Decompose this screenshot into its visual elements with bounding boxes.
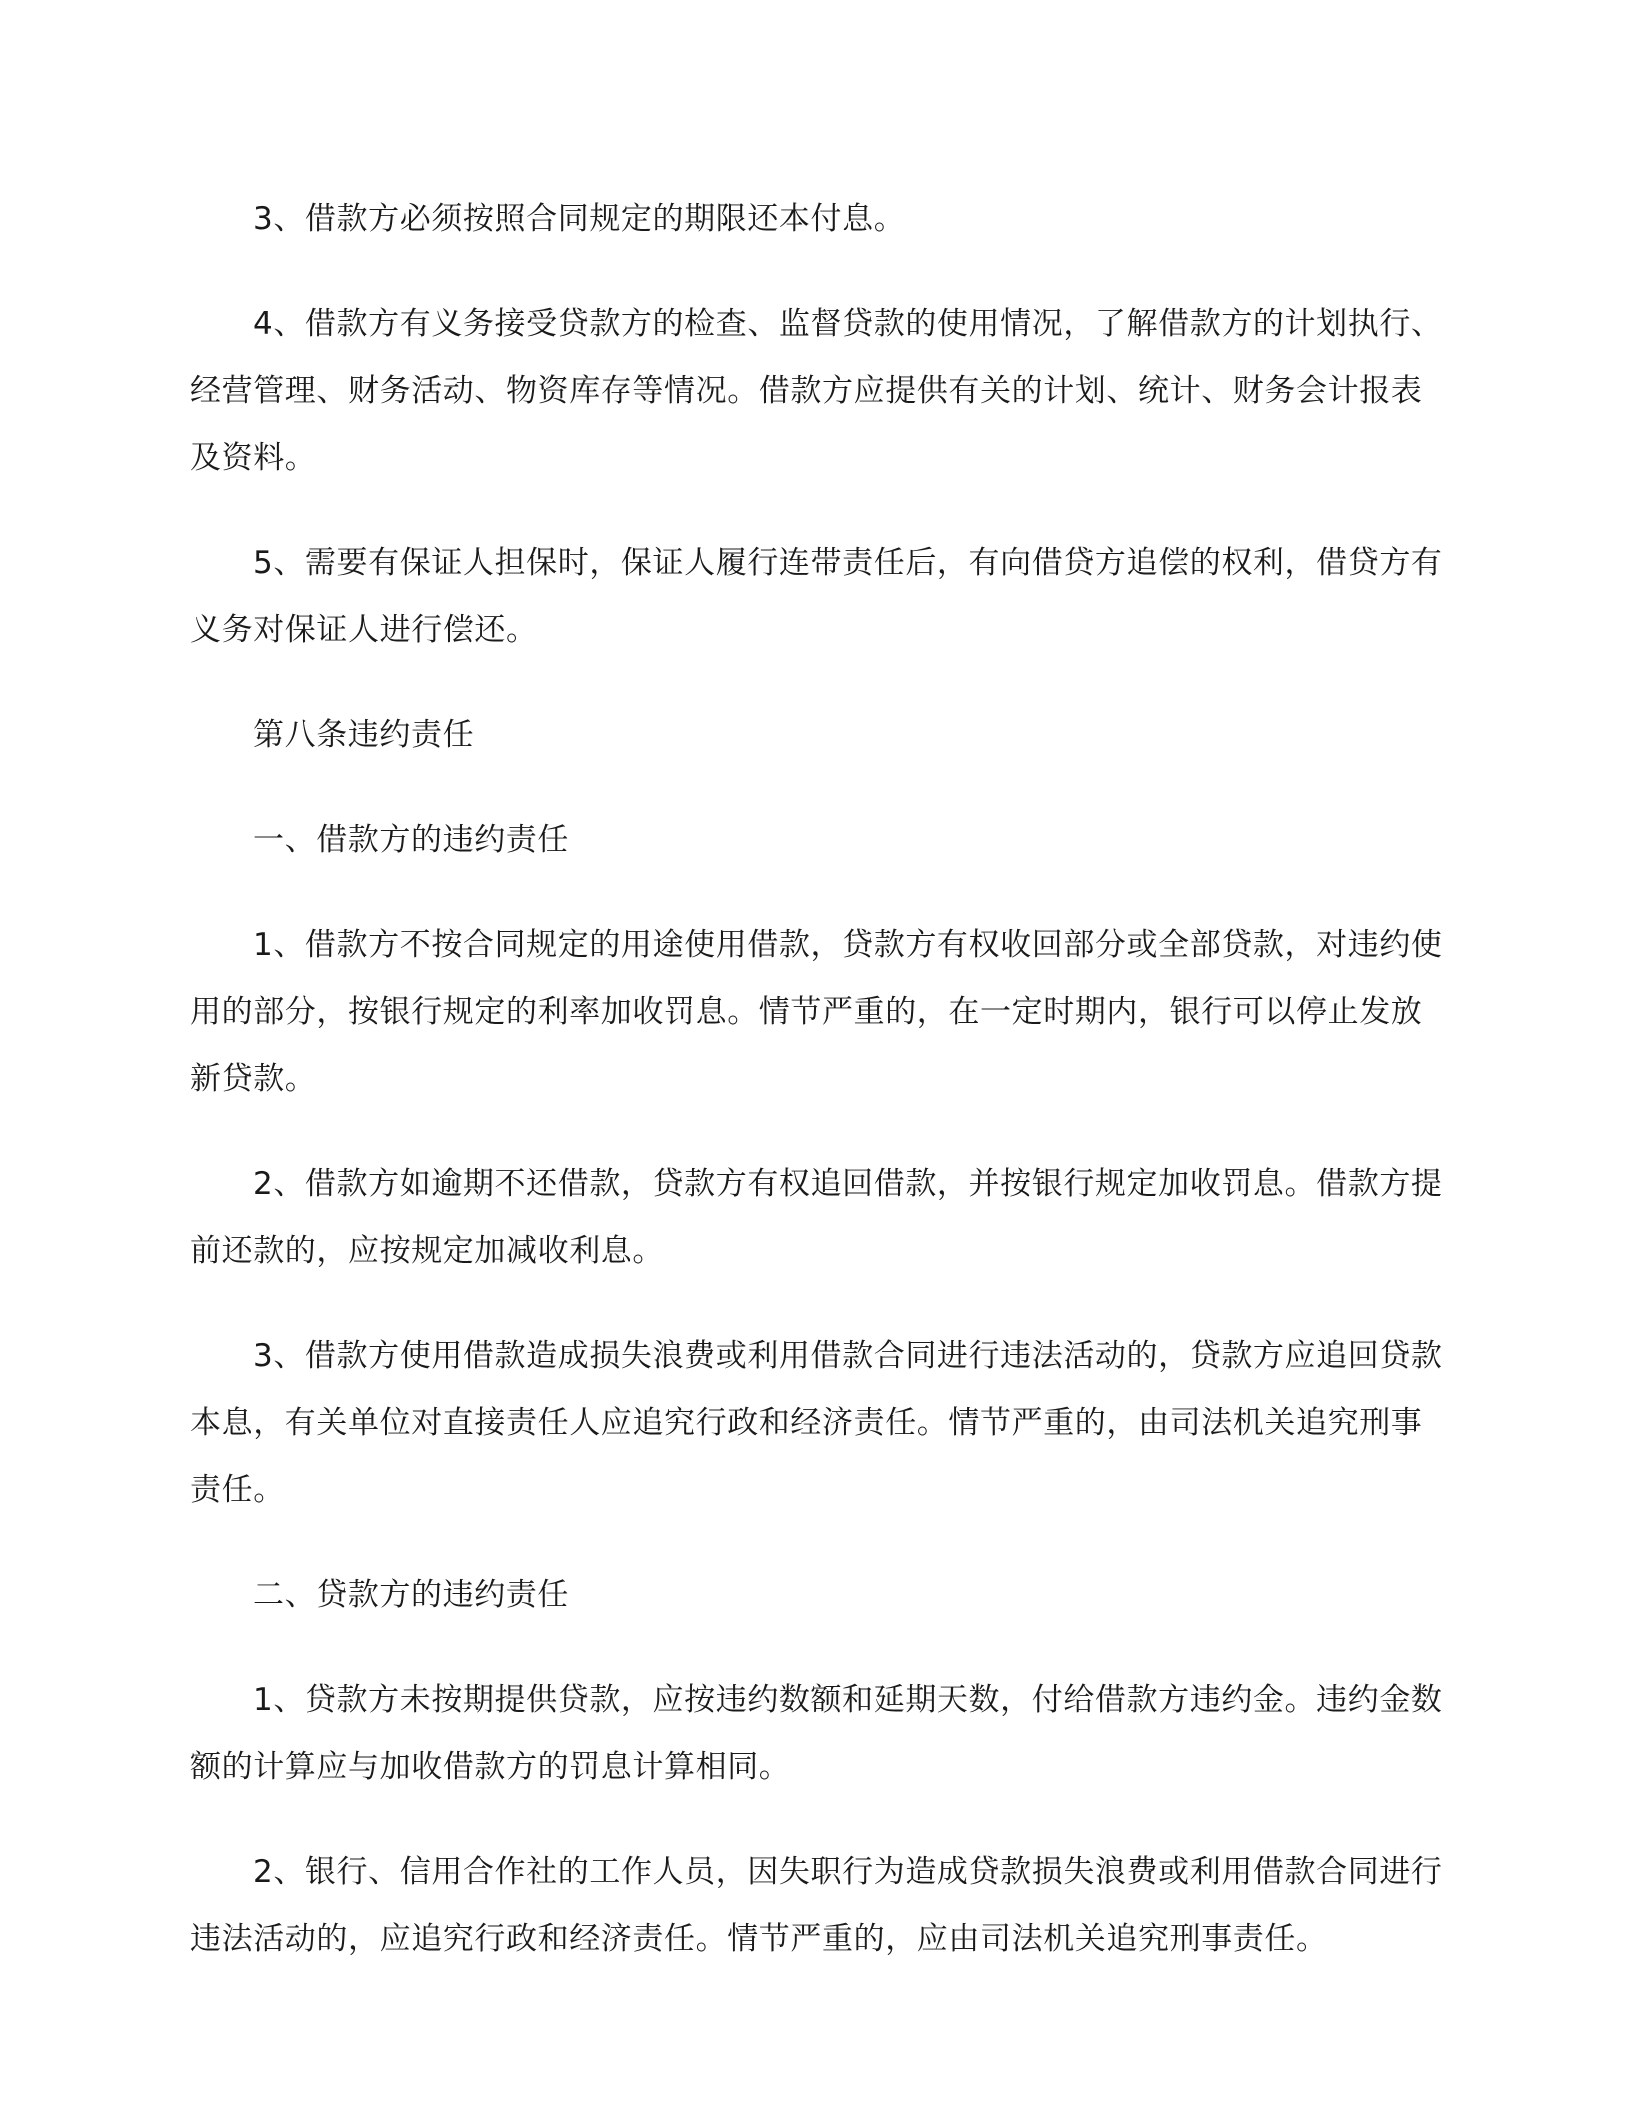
subheading-borrower-liability: 一、借款方的违约责任 [253,822,569,858]
paragraph-staff-dereliction: 2、银行、信用合作社的工作人员，因失职行为造成贷款损失浪费或利用借款合同进行违法活动的，应追究行政和经济责任。情节严重的，应由司法机关追究刑事责任。 [190,1854,1443,1957]
paragraph-borrower-repayment-duty: 3、借款方必须按照合同规定的期限还本付息。 [253,201,906,237]
paragraph-guarantor-recourse: 5、需要有保证人担保时，保证人履行连带责任后，有向借贷方追偿的权利，借贷方有义务对保证人进行偿还。 [190,545,1443,648]
section-heading-article-8: 第八条违约责任 [253,717,475,753]
document-body [190,186,1444,2011]
paragraph-loss-or-illegal-activity: 3、借款方使用借款造成损失浪费或利用借款合同进行违法活动的，贷款方应追回贷款本息，有关单位对直接责任人应追究行政和经济责任。情节严重的，由司法机关追究刑事责任。 [190,1338,1443,1508]
paragraph-borrower-inspection-duty: 4、借款方有义务接受贷款方的检查、监督贷款的使用情况，了解借款方的计划执行、经营管理、财务活动、物资库存等情况。借款方应提供有关的计划、统计、财务会计报表及资料。 [190,306,1443,476]
paragraph-overdue-repayment: 2、借款方如逾期不还借款，贷款方有权追回借款，并按银行规定加收罚息。借款方提前还款的，应按规定加减收利息。 [190,1166,1443,1269]
paragraph-late-loan-provision: 1、贷款方未按期提供贷款，应按违约数额和延期天数，付给借款方违约金。违约金数额的计算应与加收借款方的罚息计算相同。 [190,1682,1443,1785]
paragraph-misuse-of-loan: 1、借款方不按合同规定的用途使用借款，贷款方有权收回部分或全部贷款，对违约使用的部分，按银行规定的利率加收罚息。情节严重的，在一定时期内，银行可以停止发放新贷款。 [190,927,1443,1097]
subheading-lender-liability: 二、贷款方的违约责任 [253,1577,569,1613]
